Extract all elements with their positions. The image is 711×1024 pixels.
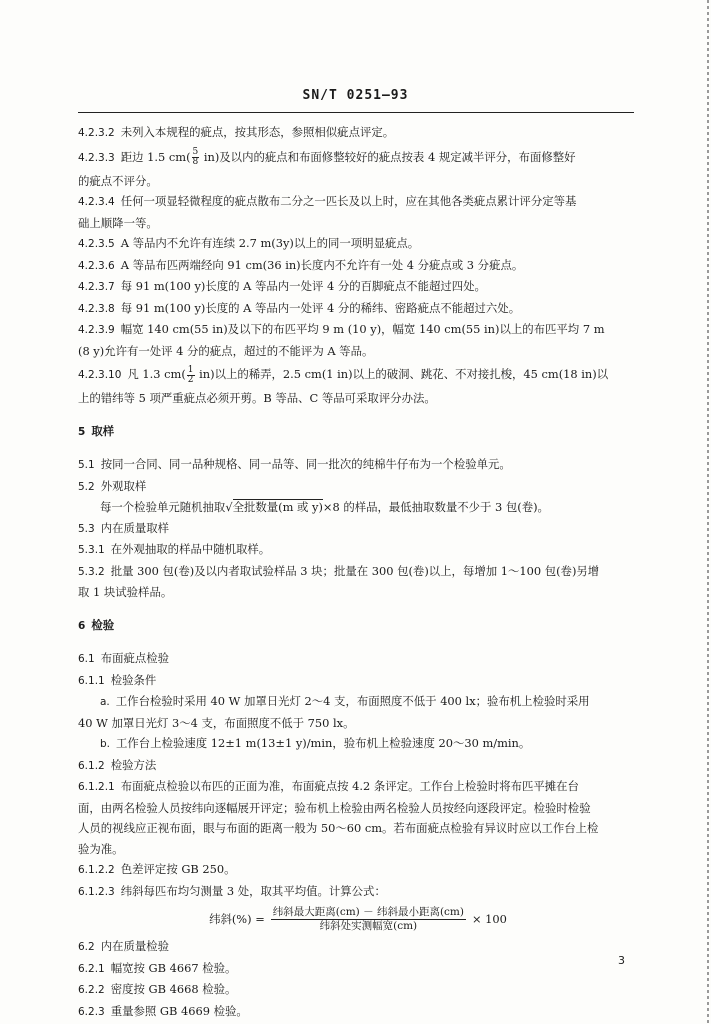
- fraction-five-eighths: $\frac{5}{8}$: [192, 147, 199, 167]
- clause-6-1-2-1-cont3: 验为准。: [78, 841, 124, 856]
- clause-4-2-3-5: 4.2.3.5 A 等品内不允许有连续 2.7 m(3y)以上的同一项明显疵点。: [78, 236, 420, 250]
- clause-6-1-2-1-cont1: 面，由两名检验人员按纬向逐幅展开评定；验布机上检验由两名检验人员按经向逐段评定。检验时检验: [78, 800, 591, 815]
- skew-formula: [78, 904, 638, 934]
- clause-4-2-3-9: 4.2.3.9 幅宽 140 cm(55 in)及以下的布匹平均 9 m (10 y)，幅宽 140 cm(55 in)以上的布匹平均 7 m: [78, 322, 605, 336]
- clause-5-3: 5.3 内在质量取样: [78, 520, 170, 535]
- clause-4-2-3-7: 4.2.3.7 每 91 m(100 y)长度的 A 等品内一处评 4 分的百脚疵点不能超过四处。: [78, 279, 486, 293]
- document-body: [78, 122, 638, 1022]
- formula-denominator: 纬斜处实测幅宽(cm): [319, 919, 418, 932]
- clause-6-1-2: 6.1.2 检验方法: [78, 757, 157, 772]
- section-6-heading: 6 检验: [78, 617, 115, 632]
- clause-4-2-3-2: 4.2.3.2 未列入本规程的疵点，按其形态，参照相似疵点评定。: [78, 125, 395, 139]
- clause-5-1: 5.1 按同一合同、同一品种规格、同一品等、同一批次的纯棉牛仔布为一个检验单元。: [78, 457, 511, 471]
- clause-6-1-2-2: 6.1.2.2 色差评定按 GB 250。: [78, 862, 236, 876]
- clause-4-2-3-8: 4.2.3.8 每 91 m(100 y)长度的 A 等品内一处评 4 分的稀纬、密路疵点不能超过六处。: [78, 300, 521, 315]
- clause-6-2: 6.2 内在质量检验: [78, 939, 170, 953]
- item-b: b. 工作台上检验速度 12±1 m(13±1 y)/min，验布机上检验速度 20～30 m/min。: [100, 736, 531, 750]
- clause-4-2-3-4: 4.2.3.4 任何一项显轻微程度的疵点散布二分之一匹长及以上时，应在其他各类疵点累计评分定等基: [78, 194, 577, 208]
- formula-numerator: 纬斜最大距离(cm) － 纬斜最小距离(cm): [272, 905, 464, 918]
- clause-6-1-2-3: 6.1.2.3 纬斜每匹布均匀测量 3 处，取其平均值。计算公式：: [78, 883, 386, 898]
- clause-6-2-1: 6.2.1 幅宽按 GB 4667 检验。: [78, 960, 237, 975]
- clause-6-1-2-1-cont2: 人员的视线应正视布面，眼与布面的距离一般为 50～60 cm。若布面疵点检验有异议时应以工作台上检: [78, 821, 599, 835]
- item-a: a. 工作台检验时采用 40 W 加罩日光灯 2～4 支，布面照度不低于 400 lx；验布机上检验时采用: [100, 694, 590, 708]
- sqrt-radicand: 全批数量(m 或 y): [232, 500, 323, 514]
- clause-4-2-3-3: 4.2.3.3 距边 1.5 cm( $\frac{5}{8}$ in)及以内的疵点和布面修整较好的疵点按表 4 规定减半评分，布面修整好: [78, 147, 576, 167]
- clause-4-2-3-10: 4.2.3.10 凡 1.3 cm( $\frac{1}{2}$ in)以上的稀弄，2.5 cm(1 in)以上的破洞、跳花、不对接扎梭，45 cm(18 in)以: [78, 364, 609, 385]
- header-rule: [78, 112, 634, 113]
- item-a-cont: 40 W 加罩日光灯 3～4 支，布面照度不低于 750 lx。: [78, 715, 355, 730]
- clause-4-2-3-10-cont: 上的错纬等 5 项严重疵点必须开剪。B 等品、C 等品可采取评分办法。: [78, 391, 436, 405]
- formula-lhs: 纬斜(%) =: [209, 912, 265, 926]
- formula-fraction: [271, 906, 466, 933]
- clause-5-3-2: 5.3.2 批量 300 包(卷)及以内者取试验样品 3 块；批量在 300 包(卷)以上，每增加 1～100 包(卷)另增: [78, 563, 600, 578]
- clause-6-1-2-1: 6.1.2.1 布面疵点检验以布匹的正面为准，布面疵点按 4.2 条评定。工作台上检验时将布匹平摊在台: [78, 779, 579, 793]
- section-5-heading: 5 取样: [78, 423, 115, 438]
- fraction-one-half: $\frac{1}{2}$: [187, 364, 194, 385]
- clause-4-2-3-4-cont: 础上顺降一等。: [78, 215, 158, 230]
- clause-4-2-3-3-cont: 的疵点不评分。: [78, 173, 158, 188]
- standard-header: SN/T 0251—93: [302, 88, 409, 103]
- clause-5-3-2-cont: 取 1 块试验样品。: [78, 585, 173, 599]
- scan-edge: [707, 0, 709, 1024]
- clause-5-2-body: 每一个检验单元随机抽取√全批数量(m 或 y)×8 的样品，最低抽取数量不少于 3 包(卷)。: [100, 500, 549, 514]
- clause-5-3-1: 5.3.1 在外观抽取的样品中随机取样。: [78, 542, 271, 556]
- page-number: 3: [618, 954, 625, 967]
- clause-6-2-3: 6.2.3 重量参照 GB 4669 检验。: [78, 1003, 248, 1018]
- clause-5-2: 5.2 外观取样: [78, 478, 147, 493]
- clause-4-2-3-6: 4.2.3.6 A 等品布匹两端经向 91 cm(36 in)长度内不允许有一处 4 分疵点或 3 分疵点。: [78, 257, 524, 272]
- formula-rhs: × 100: [472, 912, 507, 926]
- sqrt-sign: √: [225, 500, 233, 514]
- clause-4-2-3-9-cont: (8 y)允许有一处评 4 分的疵点，超过的不能评为 A 等品。: [78, 343, 374, 358]
- clause-6-2-2: 6.2.2 密度按 GB 4668 检验。: [78, 982, 237, 996]
- clause-6-1-1: 6.1.1 检验条件: [78, 672, 157, 687]
- clause-6-1: 6.1 布面疵点检验: [78, 651, 170, 665]
